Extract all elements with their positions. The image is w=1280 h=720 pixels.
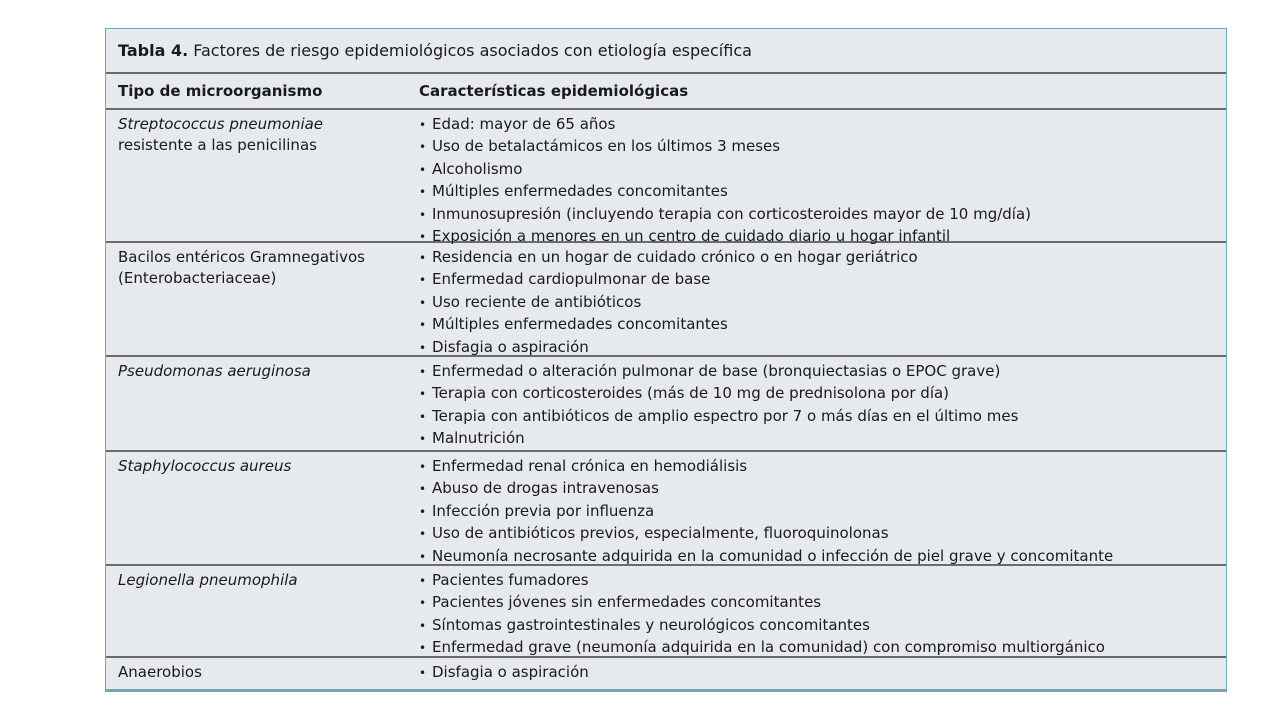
- table-row: [106, 357, 1226, 452]
- microorganism-cell: [106, 361, 419, 450]
- table-row: [106, 243, 1226, 357]
- list-item: • Pacientes fumadores: [419, 570, 1226, 592]
- features-list: [419, 662, 1226, 690]
- microorganism-cell: [106, 662, 419, 690]
- list-item: • Alcoholismo: [419, 159, 1226, 181]
- microorganism-name: Pseudomonas aeruginosa: [118, 362, 311, 380]
- features-list: [419, 361, 1226, 450]
- list-item: • Enfermedad cardiopulmonar de base: [419, 269, 1226, 291]
- list-item: • Disfagia o aspiración: [419, 662, 1226, 684]
- features-list: [419, 247, 1226, 355]
- list-item: • Síntomas gastrointestinales y neurológicos concomitantes: [419, 615, 1226, 637]
- list-item: • Uso de antibióticos previos, especialmente, fluoroquinolonas: [419, 523, 1226, 545]
- list-item: • Residencia en un hogar de cuidado crónico o en hogar geriátrico: [419, 247, 1226, 269]
- table-caption: [106, 29, 1226, 74]
- list-item: • Neumonía necrosante adquirida en la comunidad o infección de piel grave y concomitante: [419, 546, 1226, 568]
- header-epidemiological-features: Características epidemiológicas: [419, 82, 689, 100]
- microorganism-cell: [106, 247, 419, 355]
- microorganism-name: Streptococcus pneumoniae: [118, 115, 324, 133]
- list-item: • Edad: mayor de 65 años: [419, 114, 1226, 136]
- table-row: [106, 566, 1226, 658]
- list-item: • Múltiples enfermedades concomitantes: [419, 314, 1226, 336]
- caption-label: Tabla 4.: [118, 41, 189, 60]
- list-item: • Disfagia o aspiración: [419, 337, 1226, 359]
- microorganism-cell: [106, 570, 419, 656]
- table-header-row: [106, 74, 1226, 110]
- list-item: • Enfermedad o alteración pulmonar de base (bronquiectasias o EPOC grave): [419, 361, 1226, 383]
- microorganism-name: Bacilos entéricos Gramnegativos: [118, 248, 365, 266]
- list-item: • Múltiples enfermedades concomitantes: [419, 181, 1226, 203]
- caption-text: Factores de riesgo epidemiológicos asociados con etiología específica: [188, 41, 752, 60]
- microorganism-name: Legionella pneumophila: [118, 571, 298, 589]
- list-item: • Inmunosupresión (incluyendo terapia con corticosteroides mayor de 10 mg/día): [419, 204, 1226, 226]
- list-item: • Abuso de drogas intravenosas: [419, 478, 1226, 500]
- features-list: [419, 114, 1226, 246]
- list-item: • Uso reciente de antibióticos: [419, 292, 1226, 314]
- list-item: • Infección previa por influenza: [419, 501, 1226, 523]
- microorganism-name: Staphylococcus aureus: [118, 457, 292, 475]
- list-item: • Terapia con antibióticos de amplio espectro por 7 o más días en el último mes: [419, 406, 1226, 428]
- list-item: • Exposición a menores en un centro de cuidado diario u hogar infantil: [419, 226, 1226, 248]
- microorganism-name: Anaerobios: [118, 663, 202, 681]
- list-item: • Enfermedad renal crónica en hemodiálisis: [419, 456, 1226, 478]
- list-item: • Pacientes jóvenes sin enfermedades concomitantes: [419, 592, 1226, 614]
- microorganism-qualifier: resistente a las penicilinas: [118, 136, 317, 155]
- list-item: • Uso de betalactámicos en los últimos 3 meses: [419, 136, 1226, 158]
- risk-factors-table: [105, 28, 1227, 692]
- features-list: [419, 570, 1226, 656]
- list-item: • Enfermedad grave (neumonía adquirida en la comunidad) con compromiso multiorgánico: [419, 637, 1226, 659]
- table-row: [106, 110, 1226, 246]
- list-item: • Malnutrición: [419, 428, 1226, 450]
- header-microorganism-type: Tipo de microorganismo: [118, 82, 323, 100]
- microorganism-cell: [106, 456, 419, 564]
- table-row: [106, 452, 1226, 566]
- microorganism-qualifier: (Enterobacteriaceae): [118, 269, 277, 288]
- list-item: • Terapia con corticosteroides (más de 10 mg de prednisolona por día): [419, 383, 1226, 405]
- table-row: [106, 658, 1226, 690]
- microorganism-cell: [106, 114, 419, 241]
- features-list: [419, 456, 1226, 564]
